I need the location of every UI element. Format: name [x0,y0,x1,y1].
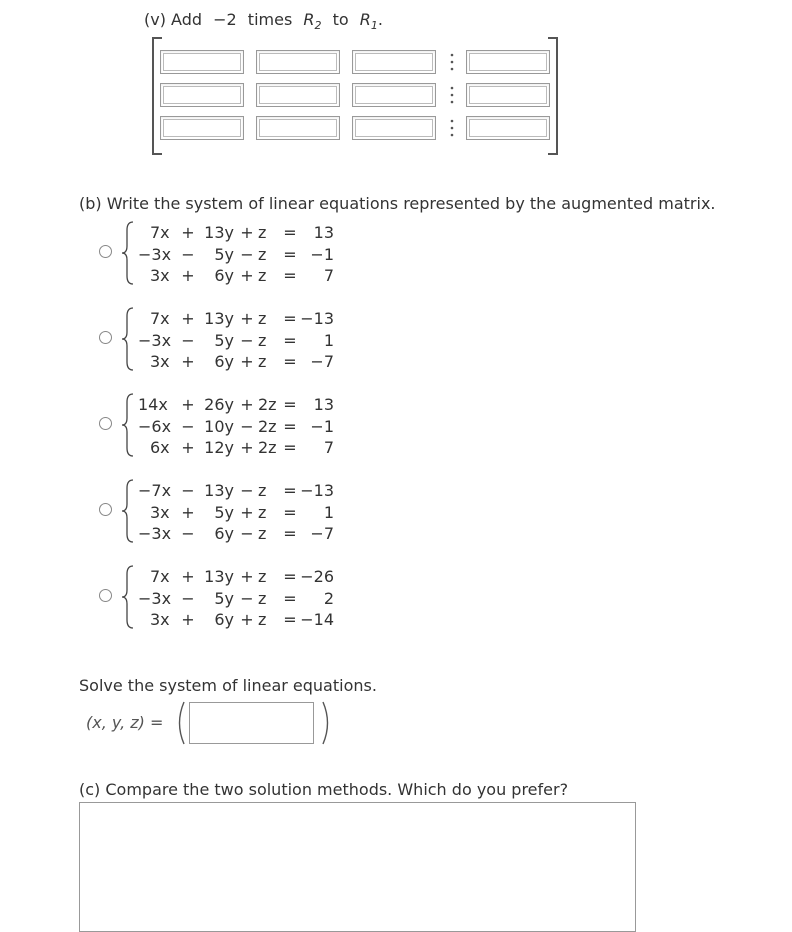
equation-term: 6y [214,610,234,629]
equation-term: = [283,588,297,608]
option-radio[interactable] [99,417,112,430]
matrix-cell-r1-c2[interactable] [256,50,340,74]
equation-term: 3x [150,266,170,285]
equation-term: −14 [300,610,334,629]
equation-term: z [258,330,267,350]
equation-term: = [283,481,297,500]
equation-term: + [181,438,195,457]
equation-term: 3x [150,352,170,371]
equation-term: 13 [313,223,334,242]
equation-term: − [240,330,254,350]
equation-term: + [181,352,195,371]
equation-term: − [240,481,254,500]
solve-prompt: Solve the system of linear equations. [79,676,377,695]
part-v-period: . [377,10,383,29]
equation-term: 5y [214,588,234,608]
matrix-cell-r2-c1[interactable] [160,83,244,107]
equation-term: z [258,223,267,242]
equation-term: + [181,266,195,285]
equation-term: −3x [138,588,172,608]
equation-term: + [240,266,254,285]
equation-term: z [258,481,267,500]
matrix-cell-r2-c4[interactable] [466,83,550,107]
equation-term: 2z [258,395,277,414]
equation-term: − [181,330,195,350]
equation-term: = [283,416,297,436]
equation-term: 12y [204,438,234,457]
equation-term: + [240,309,254,328]
equation-term: = [283,352,297,371]
equation-term: 7x [150,309,170,328]
equation-term: = [283,438,297,457]
equation-term: 2 [323,588,334,608]
matrix-cell-r3-c2[interactable] [256,116,340,140]
equation-term: 13y [204,223,234,242]
equation-term: 5y [214,330,234,350]
equation-term: z [258,309,267,328]
equation-term: −7 [310,524,334,543]
equation-term: − [240,588,254,608]
option-radio[interactable] [99,503,112,516]
equation-term: 13 [313,395,334,414]
matrix-cell-r3-c1[interactable] [160,116,244,140]
r1-symbol: $R_1$ [359,10,378,32]
matrix-cell-r2-c2[interactable] [256,83,340,107]
option-radio[interactable] [99,245,112,258]
equation-term: 13y [204,309,234,328]
equation-term: + [181,567,195,586]
equation-term: −13 [300,309,334,328]
solution-lhs: (x, y, z) = [86,713,164,732]
equation-term: = [283,266,297,285]
matrix-cell-r1-c4[interactable] [466,50,550,74]
equation-term: = [283,223,297,242]
equation-term: = [283,567,297,586]
left-paren-icon [173,700,187,746]
equation-term: + [240,223,254,242]
left-brace-icon [120,564,136,630]
left-brace-icon [120,478,136,544]
equation-term: 5y [214,502,234,522]
equation-term: = [283,610,297,629]
part-v-factor: −2 [213,10,237,29]
equation-term: −1 [310,244,334,264]
option-radio[interactable] [99,589,112,602]
equation-term: − [181,481,195,500]
equation-term: −3x [138,524,172,543]
left-brace-icon [120,306,136,372]
equation-term: −6x [138,416,172,436]
matrix-cell-r3-c4[interactable] [466,116,550,140]
part-c-question: (c) Compare the two solution methods. Which do you prefer? [79,780,569,799]
equation-term: + [181,223,195,242]
matrix-cell-r2-c3[interactable] [352,83,436,107]
equation-term: = [283,395,297,414]
equation-term: − [181,416,195,436]
part-v-prefix: (v) Add [144,10,203,29]
equation-term: = [283,244,297,264]
equation-term: − [240,416,254,436]
equation-term: 6y [214,352,234,371]
equation-term: 3x [150,502,170,522]
equation-term: 7x [150,223,170,242]
equation-term: −3x [138,330,172,350]
equation-term: −7 [310,352,334,371]
equation-term: z [258,524,267,543]
equation-term: − [181,588,195,608]
equation-term: z [258,567,267,586]
equation-term: −7x [138,481,172,500]
matrix-cell-r1-c1[interactable] [160,50,244,74]
matrix-cell-r1-c3[interactable] [352,50,436,74]
r2-symbol: $R_2$ [303,10,322,32]
equation-term: = [283,524,297,543]
equation-term: z [258,610,267,629]
equation-term: 26y [204,395,234,414]
equation-term: z [258,588,267,608]
solution-input[interactable] [189,702,314,744]
matrix-cell-r3-c3[interactable] [352,116,436,140]
equation-term: 6x [150,438,170,457]
equation-term: + [240,502,254,522]
equation-term: + [240,395,254,414]
equation-term: − [240,524,254,543]
equation-term: −26 [300,567,334,586]
equation-term: −3x [138,244,172,264]
equation-term: + [240,567,254,586]
equation-term: 13y [204,567,234,586]
left-brace-icon [120,392,136,458]
equation-term: + [181,610,195,629]
equation-term: + [181,502,195,522]
equation-term: 14x [138,395,168,414]
equation-term: −13 [300,481,334,500]
equation-term: + [240,438,254,457]
option-radio[interactable] [99,331,112,344]
equation-term: − [181,244,195,264]
equation-term: = [283,502,297,522]
equation-term: z [258,352,267,371]
augment-dots-icon [446,50,458,142]
equation-term: − [181,524,195,543]
part-v-times: times [247,10,293,29]
equation-term: + [181,309,195,328]
equation-term: 7x [150,567,170,586]
equation-term: 6y [214,524,234,543]
equation-term: z [258,244,267,264]
equation-term: + [240,352,254,371]
right-paren-icon [320,700,334,746]
equation-term: 13y [204,481,234,500]
equation-term: + [240,610,254,629]
equation-term: z [258,266,267,285]
equation-term: 1 [323,330,334,350]
equation-term: 2z [258,438,277,457]
equation-term: = [283,330,297,350]
equation-term: 7 [323,438,334,457]
equation-term: 5y [214,244,234,264]
equation-term: 10y [204,416,234,436]
comparison-textarea[interactable] [79,802,636,932]
left-brace-icon [120,220,136,286]
equation-term: −1 [310,416,334,436]
equation-term: − [240,244,254,264]
part-v-to: to [332,10,349,29]
part-b-question: (b) Write the system of linear equations represented by the augmented matrix. [79,194,716,213]
equation-term: 1 [323,502,334,522]
equation-term: 7 [323,266,334,285]
equation-term: + [181,395,195,414]
equation-term: 6y [214,266,234,285]
equation-term: = [283,309,297,328]
equation-term: 3x [150,610,170,629]
equation-term: 2z [258,416,277,436]
equation-term: z [258,502,267,522]
part-v-instruction [144,10,383,32]
